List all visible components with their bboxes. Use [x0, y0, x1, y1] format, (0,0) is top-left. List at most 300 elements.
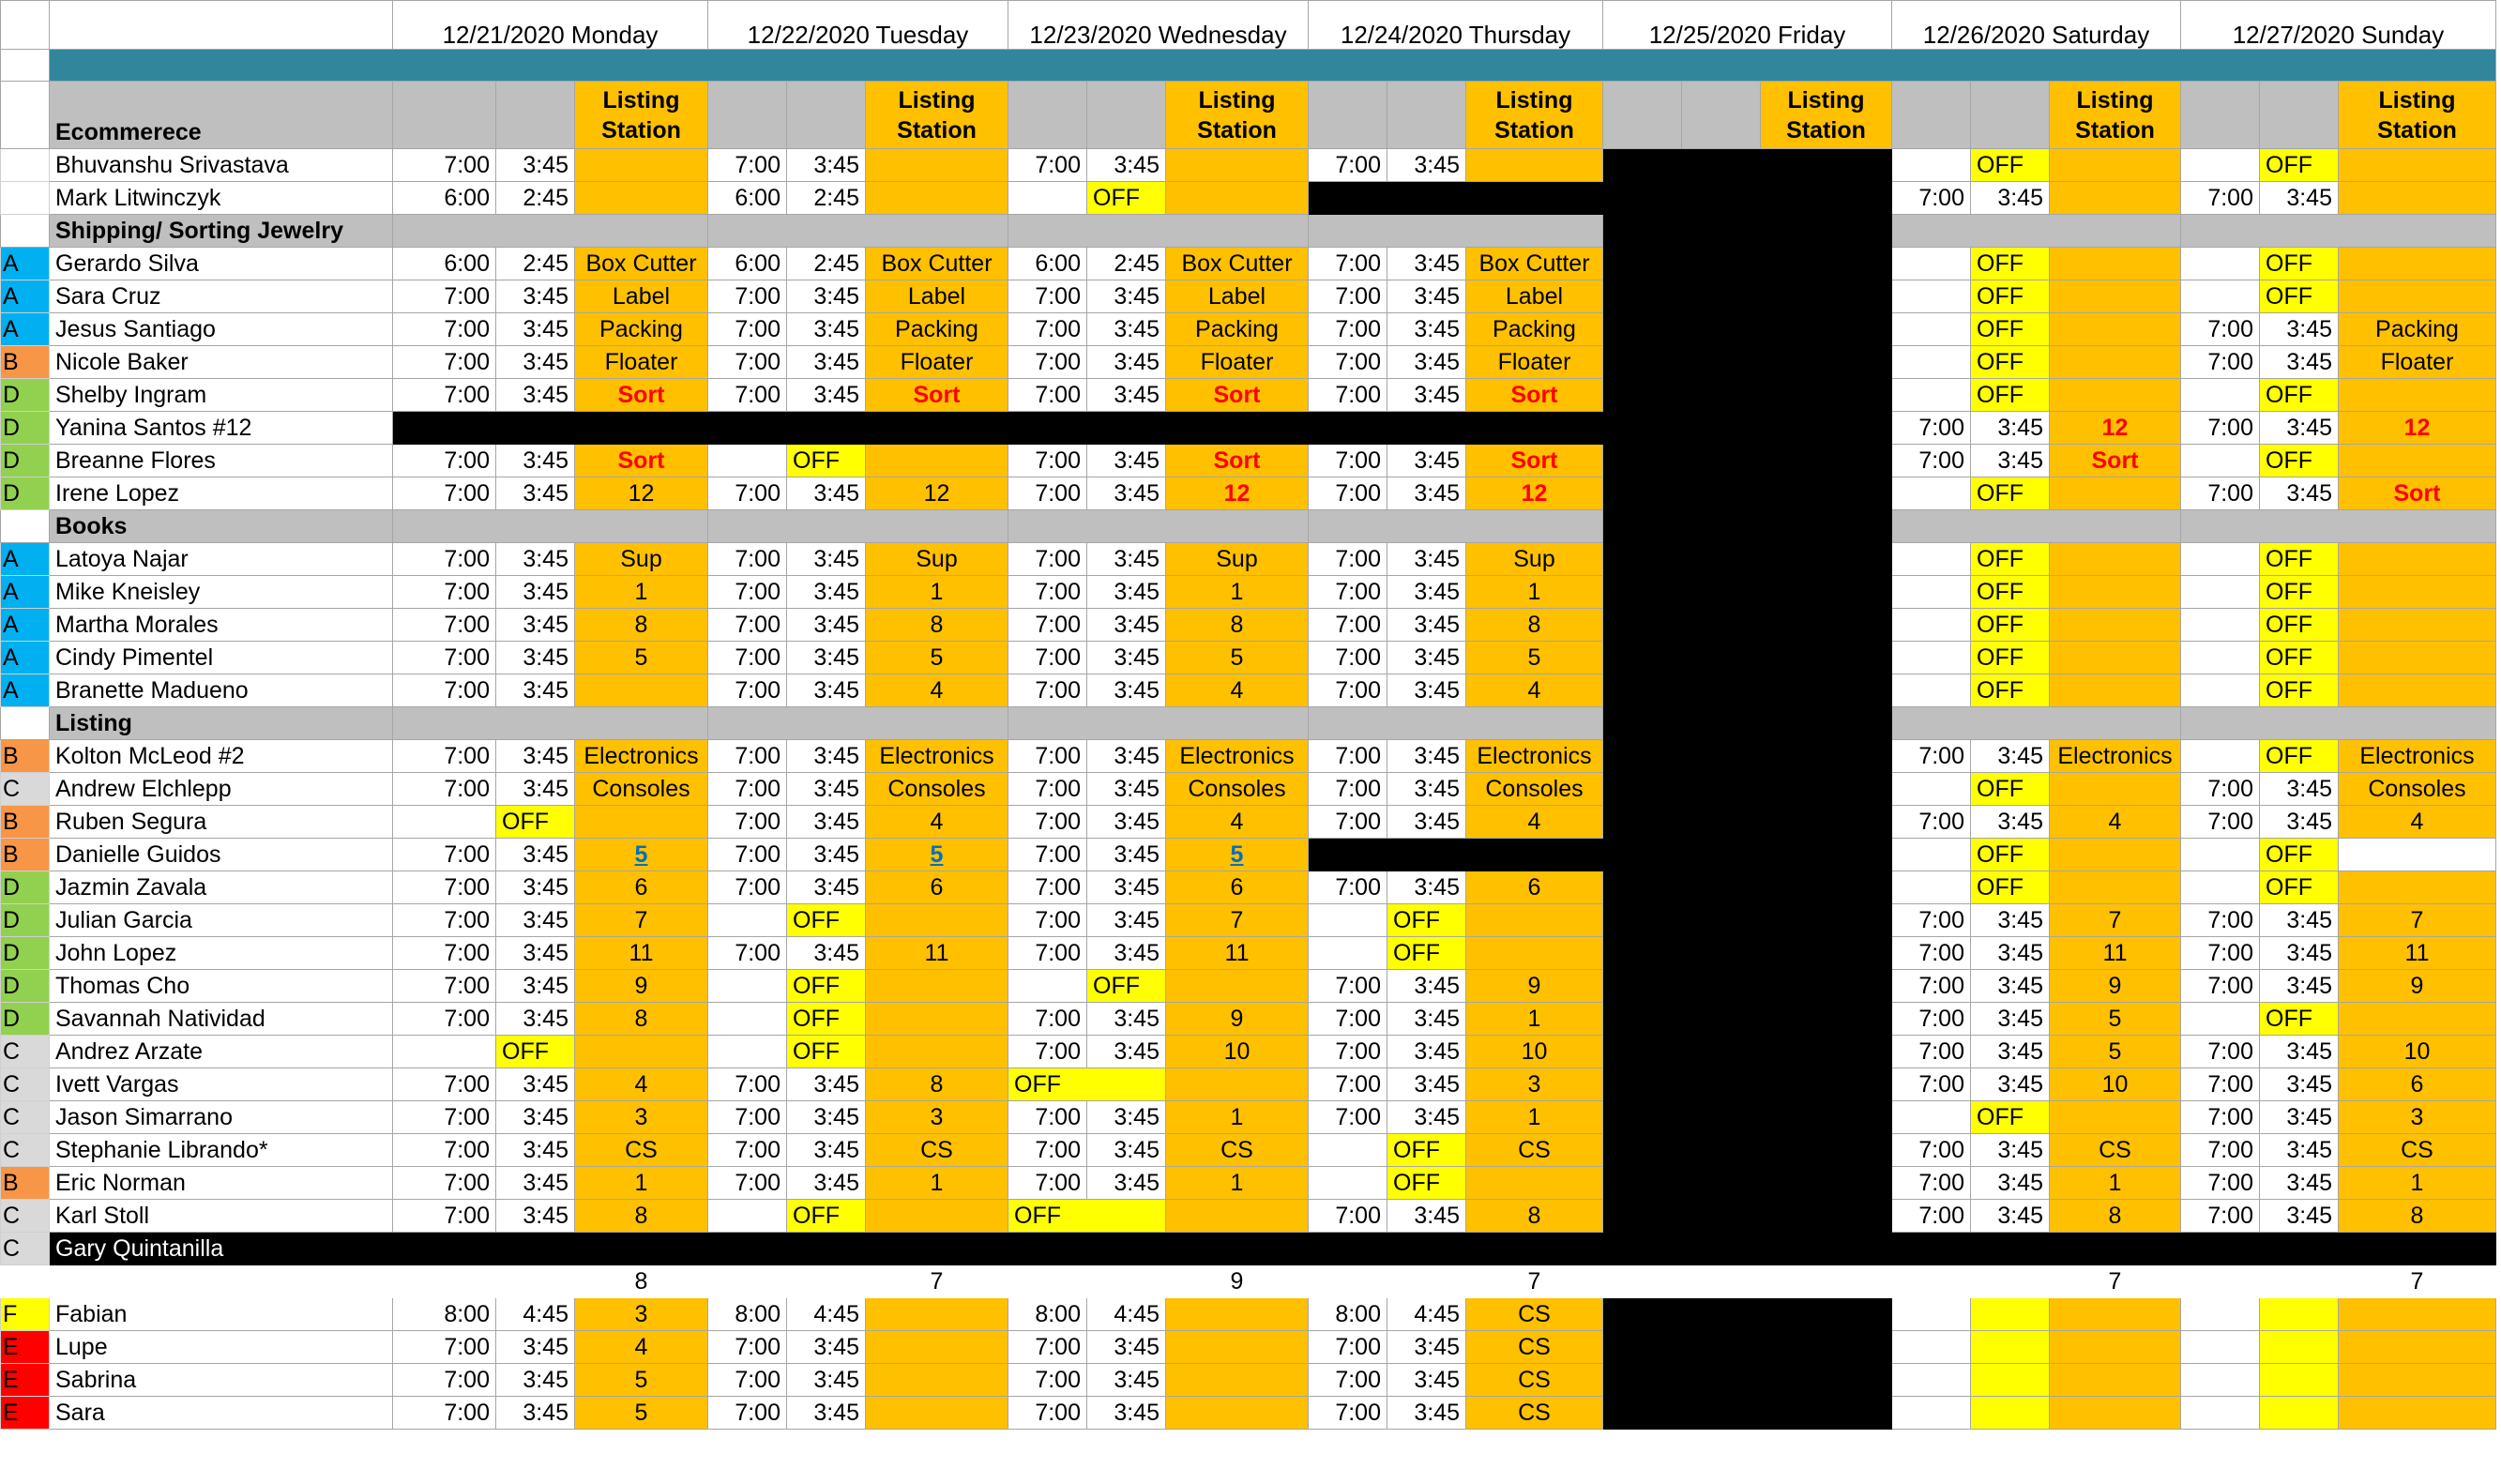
blank-cell[interactable] — [1971, 1265, 2050, 1298]
start-header-cell[interactable] — [708, 82, 787, 149]
end-time[interactable]: 3:45 — [1387, 477, 1466, 510]
station-cell[interactable]: Sort — [2050, 445, 2181, 477]
station-cell[interactable]: Floater — [2339, 346, 2496, 379]
group-code[interactable]: C — [1, 1233, 50, 1265]
station-cell[interactable]: 8 — [575, 1003, 708, 1036]
station-cell[interactable] — [2339, 1003, 2496, 1036]
start-time[interactable]: 7:00 — [1309, 1068, 1387, 1101]
station-cell[interactable]: Electronics — [1466, 740, 1603, 773]
blank-cell[interactable] — [708, 1265, 787, 1298]
start-time[interactable] — [2181, 1331, 2260, 1364]
start-time[interactable]: 7:00 — [393, 1134, 496, 1167]
group-code[interactable]: C — [1, 1134, 50, 1167]
end-time[interactable]: 3:45 — [1971, 1134, 2050, 1167]
start-time[interactable]: 7:00 — [708, 346, 787, 379]
blank-cell[interactable] — [1008, 1265, 1087, 1298]
section-label[interactable]: Ecommerece — [50, 82, 393, 149]
start-time[interactable]: 7:00 — [2181, 773, 2260, 806]
start-time[interactable]: 7:00 — [1008, 740, 1087, 773]
group-code[interactable]: D — [1, 445, 50, 477]
start-time[interactable] — [708, 970, 787, 1003]
start-time[interactable]: 7:00 — [1008, 1364, 1087, 1397]
listing-station-header[interactable]: Listing Station — [2050, 82, 2181, 149]
blank-cell[interactable] — [1087, 1265, 1166, 1298]
end-time[interactable]: 3:45 — [1387, 871, 1466, 904]
employee-name[interactable]: Gary Quintanilla — [50, 1233, 2496, 1265]
employee-name[interactable]: Ruben Segura — [50, 806, 393, 839]
station-cell[interactable] — [2050, 1298, 2181, 1331]
group-code[interactable]: A — [1, 576, 50, 609]
end-time[interactable]: 3:45 — [1087, 477, 1166, 510]
end-time[interactable]: 3:45 — [787, 1397, 866, 1430]
section-fill-cell[interactable] — [2181, 707, 2496, 740]
end-time[interactable]: 3:45 — [787, 477, 866, 510]
end-time[interactable]: 3:45 — [787, 1364, 866, 1397]
station-cell[interactable] — [2050, 1397, 2181, 1430]
start-time[interactable] — [1892, 149, 1971, 182]
start-time[interactable]: 7:00 — [1008, 1036, 1087, 1068]
end-time[interactable]: 3:45 — [1087, 1036, 1166, 1068]
end-time[interactable]: 3:45 — [1387, 970, 1466, 1003]
end-time[interactable]: 3:45 — [1087, 1167, 1166, 1200]
start-header-cell[interactable] — [2181, 82, 2260, 149]
station-cell[interactable]: 12 — [1166, 477, 1309, 510]
off-marker[interactable]: OFF — [1008, 1068, 1166, 1101]
station-cell[interactable]: 5 — [866, 642, 1008, 674]
start-time[interactable]: 7:00 — [393, 1331, 496, 1364]
employee-name[interactable]: Andrew Elchlepp — [50, 773, 393, 806]
station-cell[interactable] — [1466, 1167, 1603, 1200]
station-cell[interactable] — [575, 182, 708, 215]
station-cell[interactable]: 6 — [1466, 871, 1603, 904]
section-fill-cell[interactable] — [708, 215, 1008, 248]
start-time[interactable]: 7:00 — [1892, 182, 1971, 215]
station-cell[interactable]: 11 — [2050, 937, 2181, 970]
employee-name[interactable]: Jason Simarrano — [50, 1101, 393, 1134]
employee-name[interactable]: Breanne Flores — [50, 445, 393, 477]
start-time[interactable]: 7:00 — [708, 1167, 787, 1200]
end-time[interactable]: 3:45 — [1087, 1364, 1166, 1397]
start-time[interactable]: 7:00 — [2181, 1167, 2260, 1200]
code-cell[interactable] — [1, 50, 50, 82]
station-cell[interactable]: 5 — [575, 1397, 708, 1430]
start-time[interactable]: 7:00 — [1008, 1101, 1087, 1134]
end-time[interactable] — [2260, 1397, 2339, 1430]
end-time[interactable]: 3:45 — [2260, 313, 2339, 346]
station-cell[interactable] — [2339, 1397, 2496, 1430]
station-cell[interactable] — [2050, 642, 2181, 674]
blank-cell[interactable] — [496, 1265, 575, 1298]
off-marker[interactable]: OFF — [1971, 773, 2050, 806]
station-cell[interactable] — [2050, 346, 2181, 379]
start-time[interactable]: 7:00 — [708, 149, 787, 182]
end-time[interactable]: 3:45 — [1087, 280, 1166, 313]
start-time[interactable]: 7:00 — [1892, 1003, 1971, 1036]
station-cell[interactable]: 3 — [2339, 1101, 2496, 1134]
employee-name[interactable]: Kolton McLeod #2 — [50, 740, 393, 773]
start-time[interactable] — [708, 1200, 787, 1233]
start-time[interactable]: 7:00 — [2181, 1101, 2260, 1134]
off-marker[interactable]: OFF — [1971, 149, 2050, 182]
employee-name[interactable]: Nicole Baker — [50, 346, 393, 379]
start-time[interactable] — [1892, 642, 1971, 674]
start-time[interactable]: 7:00 — [393, 970, 496, 1003]
station-cell[interactable] — [1166, 1364, 1309, 1397]
station-cell[interactable] — [2050, 1101, 2181, 1134]
end-time[interactable]: 3:45 — [1971, 1167, 2050, 1200]
station-cell[interactable] — [866, 149, 1008, 182]
start-time[interactable]: 7:00 — [1008, 904, 1087, 937]
station-cell[interactable]: Electronics — [575, 740, 708, 773]
start-time[interactable] — [1892, 773, 1971, 806]
start-time[interactable] — [2181, 609, 2260, 642]
start-time[interactable] — [2181, 871, 2260, 904]
end-time[interactable]: 3:45 — [1971, 904, 2050, 937]
station-cell[interactable] — [2339, 1298, 2496, 1331]
station-cell[interactable]: Label — [575, 280, 708, 313]
start-time[interactable]: 7:00 — [1892, 937, 1971, 970]
end-time[interactable]: 3:45 — [787, 149, 866, 182]
start-header-cell[interactable] — [1603, 82, 1682, 149]
off-marker[interactable]: OFF — [1971, 871, 2050, 904]
date-header-3[interactable]: 12/24/2020 Thursday — [1309, 1, 1603, 50]
start-time[interactable]: 7:00 — [708, 543, 787, 576]
start-time[interactable]: 7:00 — [393, 1364, 496, 1397]
start-time[interactable]: 7:00 — [1892, 1200, 1971, 1233]
date-header-6[interactable]: 12/27/2020 Sunday — [2181, 1, 2496, 50]
off-marker[interactable]: OFF — [787, 1200, 866, 1233]
station-cell[interactable]: 5 — [575, 642, 708, 674]
station-cell[interactable] — [866, 1397, 1008, 1430]
blank-cell[interactable] — [1682, 1265, 1761, 1298]
end-time[interactable]: 3:45 — [1971, 182, 2050, 215]
group-code[interactable]: B — [1, 740, 50, 773]
station-cell[interactable]: 5 — [1466, 642, 1603, 674]
employee-name[interactable]: Danielle Guidos — [50, 839, 393, 871]
group-code[interactable]: B — [1, 839, 50, 871]
station-cell[interactable] — [1166, 149, 1309, 182]
start-time[interactable]: 7:00 — [708, 576, 787, 609]
end-time[interactable]: 3:45 — [1387, 642, 1466, 674]
group-code[interactable]: D — [1, 937, 50, 970]
start-time[interactable] — [2181, 149, 2260, 182]
end-time[interactable] — [1971, 1331, 2050, 1364]
start-time[interactable]: 7:00 — [1008, 642, 1087, 674]
start-time[interactable]: 7:00 — [1309, 543, 1387, 576]
end-time[interactable]: 3:45 — [2260, 937, 2339, 970]
end-time[interactable]: 4:45 — [1087, 1298, 1166, 1331]
start-time[interactable]: 7:00 — [1892, 806, 1971, 839]
station-cell[interactable] — [2050, 609, 2181, 642]
listing-station-header[interactable]: Listing Station — [575, 82, 708, 149]
listing-station-header[interactable]: Listing Station — [1761, 82, 1892, 149]
start-time[interactable]: 7:00 — [708, 937, 787, 970]
off-marker[interactable]: OFF — [787, 445, 866, 477]
station-cell[interactable]: Consoles — [2339, 773, 2496, 806]
station-cell[interactable] — [2050, 576, 2181, 609]
station-cell[interactable] — [2050, 313, 2181, 346]
start-time[interactable] — [2181, 1397, 2260, 1430]
off-marker[interactable]: OFF — [496, 1036, 575, 1068]
start-time[interactable]: 7:00 — [393, 937, 496, 970]
start-time[interactable] — [2181, 839, 2260, 871]
station-cell[interactable]: 3 — [575, 1298, 708, 1331]
end-header-cell[interactable] — [496, 82, 575, 149]
employee-name[interactable]: Latoya Najar — [50, 543, 393, 576]
start-time[interactable]: 7:00 — [1309, 1003, 1387, 1036]
group-code[interactable]: D — [1, 412, 50, 445]
start-time[interactable]: 7:00 — [1309, 674, 1387, 707]
start-time[interactable]: 7:00 — [708, 1134, 787, 1167]
station-cell[interactable] — [1466, 937, 1603, 970]
date-header-0[interactable]: 12/21/2020 Monday — [393, 1, 708, 50]
start-time[interactable]: 7:00 — [2181, 1036, 2260, 1068]
group-code[interactable]: D — [1, 970, 50, 1003]
start-time[interactable]: 7:00 — [1008, 773, 1087, 806]
station-cell[interactable] — [1166, 970, 1309, 1003]
end-time[interactable]: 3:45 — [1087, 1101, 1166, 1134]
start-time[interactable]: 7:00 — [708, 839, 787, 871]
start-time[interactable]: 7:00 — [1309, 313, 1387, 346]
employee-name[interactable]: Julian Garcia — [50, 904, 393, 937]
start-time[interactable]: 7:00 — [1008, 1331, 1087, 1364]
station-link[interactable]: 5 — [930, 841, 944, 868]
end-time[interactable]: 3:45 — [1087, 740, 1166, 773]
start-time[interactable]: 7:00 — [1309, 642, 1387, 674]
end-time[interactable]: 2:45 — [496, 182, 575, 215]
start-time[interactable]: 7:00 — [1008, 806, 1087, 839]
station-cell[interactable] — [2339, 248, 2496, 280]
end-time[interactable] — [1971, 1364, 2050, 1397]
off-marker[interactable]: OFF — [1971, 379, 2050, 412]
end-time[interactable]: 3:45 — [2260, 477, 2339, 510]
blank-cell[interactable] — [2181, 1265, 2260, 1298]
off-marker[interactable]: OFF — [1971, 1101, 2050, 1134]
off-marker[interactable]: OFF — [787, 1003, 866, 1036]
end-time[interactable]: 3:45 — [1971, 740, 2050, 773]
off-marker[interactable]: OFF — [1971, 477, 2050, 510]
start-time[interactable]: 7:00 — [1309, 576, 1387, 609]
station-cell[interactable] — [2339, 642, 2496, 674]
group-code[interactable]: D — [1, 477, 50, 510]
employee-name[interactable]: Sabrina — [50, 1364, 393, 1397]
station-cell[interactable] — [2339, 674, 2496, 707]
start-time[interactable]: 7:00 — [708, 1397, 787, 1430]
start-time[interactable]: 7:00 — [1008, 1003, 1087, 1036]
off-marker[interactable]: OFF — [2260, 379, 2339, 412]
start-time[interactable]: 8:00 — [393, 1298, 496, 1331]
end-time[interactable]: 3:45 — [787, 674, 866, 707]
station-cell[interactable] — [866, 1003, 1008, 1036]
start-time[interactable] — [2181, 674, 2260, 707]
end-time[interactable]: 3:45 — [1087, 346, 1166, 379]
station-cell[interactable]: 10 — [1166, 1036, 1309, 1068]
station-cell[interactable] — [866, 1298, 1008, 1331]
station-cell[interactable]: CS — [1466, 1134, 1603, 1167]
end-time[interactable]: 3:45 — [496, 970, 575, 1003]
start-time[interactable]: 7:00 — [1309, 346, 1387, 379]
station-cell[interactable] — [1166, 839, 1309, 871]
station-cell[interactable]: 1 — [575, 1167, 708, 1200]
station-cell[interactable]: 1 — [1466, 576, 1603, 609]
start-time[interactable]: 7:00 — [1309, 1101, 1387, 1134]
start-time[interactable] — [708, 904, 787, 937]
station-cell[interactable]: 12 — [866, 477, 1008, 510]
end-time[interactable]: 3:45 — [496, 1068, 575, 1101]
start-time[interactable] — [1892, 1397, 1971, 1430]
station-cell[interactable]: Packing — [1466, 313, 1603, 346]
end-time[interactable]: 3:45 — [1387, 543, 1466, 576]
group-code[interactable]: A — [1, 280, 50, 313]
station-cell[interactable] — [1166, 1200, 1309, 1233]
employee-name[interactable]: Andrez Arzate — [50, 1036, 393, 1068]
station-cell[interactable] — [1166, 1068, 1309, 1101]
station-cell[interactable]: CS — [1466, 1298, 1603, 1331]
off-marker[interactable]: OFF — [2260, 248, 2339, 280]
start-time[interactable]: 7:00 — [393, 445, 496, 477]
section-fill-cell[interactable] — [1892, 707, 2181, 740]
end-time[interactable]: 3:45 — [1087, 642, 1166, 674]
end-time[interactable]: 3:45 — [2260, 1101, 2339, 1134]
end-header-cell[interactable] — [2260, 82, 2339, 149]
station-cell[interactable] — [2339, 576, 2496, 609]
end-time[interactable] — [1971, 1397, 2050, 1430]
station-cell[interactable] — [866, 839, 1008, 871]
end-time[interactable]: 3:45 — [1387, 1068, 1466, 1101]
start-time[interactable] — [1892, 609, 1971, 642]
station-cell[interactable]: 10 — [2339, 1036, 2496, 1068]
start-time[interactable]: 7:00 — [1309, 445, 1387, 477]
start-time[interactable]: 7:00 — [393, 1200, 496, 1233]
station-cell[interactable] — [2050, 477, 2181, 510]
group-code[interactable]: B — [1, 1167, 50, 1200]
start-time[interactable] — [2181, 740, 2260, 773]
start-time[interactable]: 7:00 — [1309, 970, 1387, 1003]
start-time[interactable]: 7:00 — [1309, 477, 1387, 510]
off-marker[interactable]: OFF — [2260, 1003, 2339, 1036]
station-cell[interactable] — [2339, 149, 2496, 182]
off-marker[interactable]: OFF — [2260, 871, 2339, 904]
employee-name[interactable]: Eric Norman — [50, 1167, 393, 1200]
group-code[interactable]: C — [1, 1036, 50, 1068]
start-time[interactable] — [2181, 1298, 2260, 1331]
section-fill-cell[interactable] — [393, 707, 708, 740]
end-time[interactable]: 3:45 — [496, 1101, 575, 1134]
station-cell[interactable]: 6 — [575, 871, 708, 904]
station-cell[interactable] — [575, 149, 708, 182]
group-code[interactable] — [1, 149, 50, 182]
start-time[interactable]: 7:00 — [2181, 1200, 2260, 1233]
group-code[interactable]: B — [1, 346, 50, 379]
end-time[interactable]: 3:45 — [496, 642, 575, 674]
off-marker[interactable]: OFF — [787, 970, 866, 1003]
group-code[interactable]: A — [1, 543, 50, 576]
station-cell[interactable] — [2050, 379, 2181, 412]
end-time[interactable]: 3:45 — [496, 1003, 575, 1036]
end-time[interactable]: 3:45 — [787, 871, 866, 904]
station-cell[interactable]: CS — [2050, 1134, 2181, 1167]
end-time[interactable]: 3:45 — [787, 543, 866, 576]
start-time[interactable] — [1008, 182, 1087, 215]
section-fill-cell[interactable] — [708, 707, 1008, 740]
end-time[interactable]: 3:45 — [1387, 806, 1466, 839]
start-time[interactable]: 7:00 — [1892, 740, 1971, 773]
station-cell[interactable]: 11 — [575, 937, 708, 970]
station-cell[interactable]: 5 — [2050, 1003, 2181, 1036]
blank-cell[interactable] — [1603, 1265, 1682, 1298]
station-cell[interactable]: Sort — [2339, 477, 2496, 510]
start-time[interactable]: 7:00 — [1309, 773, 1387, 806]
end-time[interactable]: 3:45 — [787, 937, 866, 970]
section-fill-cell[interactable] — [1309, 510, 1603, 543]
start-time[interactable]: 7:00 — [1008, 280, 1087, 313]
station-cell[interactable]: 11 — [866, 937, 1008, 970]
station-cell[interactable]: 8 — [575, 609, 708, 642]
group-code[interactable]: B — [1, 806, 50, 839]
start-time[interactable]: 7:00 — [393, 740, 496, 773]
start-time[interactable]: 7:00 — [708, 674, 787, 707]
station-cell[interactable]: 11 — [2339, 937, 2496, 970]
station-cell[interactable]: Electronics — [866, 740, 1008, 773]
off-marker[interactable]: OFF — [1971, 280, 2050, 313]
end-time[interactable]: 3:45 — [1387, 1364, 1466, 1397]
station-cell[interactable]: 9 — [1466, 970, 1603, 1003]
start-time[interactable]: 7:00 — [1892, 1036, 1971, 1068]
station-cell[interactable] — [2050, 1331, 2181, 1364]
start-time[interactable] — [2181, 248, 2260, 280]
station-cell[interactable]: Packing — [2339, 313, 2496, 346]
end-time[interactable]: 3:45 — [1387, 379, 1466, 412]
off-marker[interactable]: OFF — [1387, 937, 1466, 970]
employee-name[interactable]: Irene Lopez — [50, 477, 393, 510]
blank-cell[interactable] — [1892, 1265, 1971, 1298]
end-time[interactable]: 3:45 — [2260, 1036, 2339, 1068]
station-cell[interactable]: Box Cutter — [575, 248, 708, 280]
date-header-1[interactable]: 12/22/2020 Tuesday — [708, 1, 1008, 50]
end-time[interactable]: 3:45 — [1087, 576, 1166, 609]
start-time[interactable]: 7:00 — [393, 313, 496, 346]
start-time[interactable]: 7:00 — [393, 346, 496, 379]
start-time[interactable]: 7:00 — [393, 642, 496, 674]
station-cell[interactable]: 7 — [1166, 904, 1309, 937]
end-time[interactable]: 2:45 — [1087, 248, 1166, 280]
station-cell[interactable] — [1166, 1331, 1309, 1364]
start-time[interactable] — [2181, 576, 2260, 609]
employee-name[interactable]: Martha Morales — [50, 609, 393, 642]
end-time[interactable]: 3:45 — [496, 445, 575, 477]
start-time[interactable]: 7:00 — [2181, 806, 2260, 839]
station-cell[interactable]: 5 — [2050, 1036, 2181, 1068]
station-cell[interactable] — [866, 1036, 1008, 1068]
station-cell[interactable]: Sup — [1166, 543, 1309, 576]
start-time[interactable]: 7:00 — [1309, 806, 1387, 839]
end-time[interactable]: 3:45 — [1387, 609, 1466, 642]
station-cell[interactable] — [2339, 280, 2496, 313]
station-cell[interactable] — [2050, 280, 2181, 313]
start-header-cell[interactable] — [1309, 82, 1387, 149]
start-time[interactable] — [1892, 1298, 1971, 1331]
station-cell[interactable] — [2339, 182, 2496, 215]
station-cell[interactable] — [866, 1200, 1008, 1233]
off-marker[interactable]: OFF — [787, 1036, 866, 1068]
start-time[interactable] — [1892, 1331, 1971, 1364]
start-time[interactable]: 7:00 — [1008, 477, 1087, 510]
station-cell[interactable]: Label — [1466, 280, 1603, 313]
end-time[interactable]: 3:45 — [1387, 313, 1466, 346]
end-time[interactable]: 3:45 — [787, 1134, 866, 1167]
station-cell[interactable] — [866, 1331, 1008, 1364]
start-time[interactable] — [1892, 379, 1971, 412]
